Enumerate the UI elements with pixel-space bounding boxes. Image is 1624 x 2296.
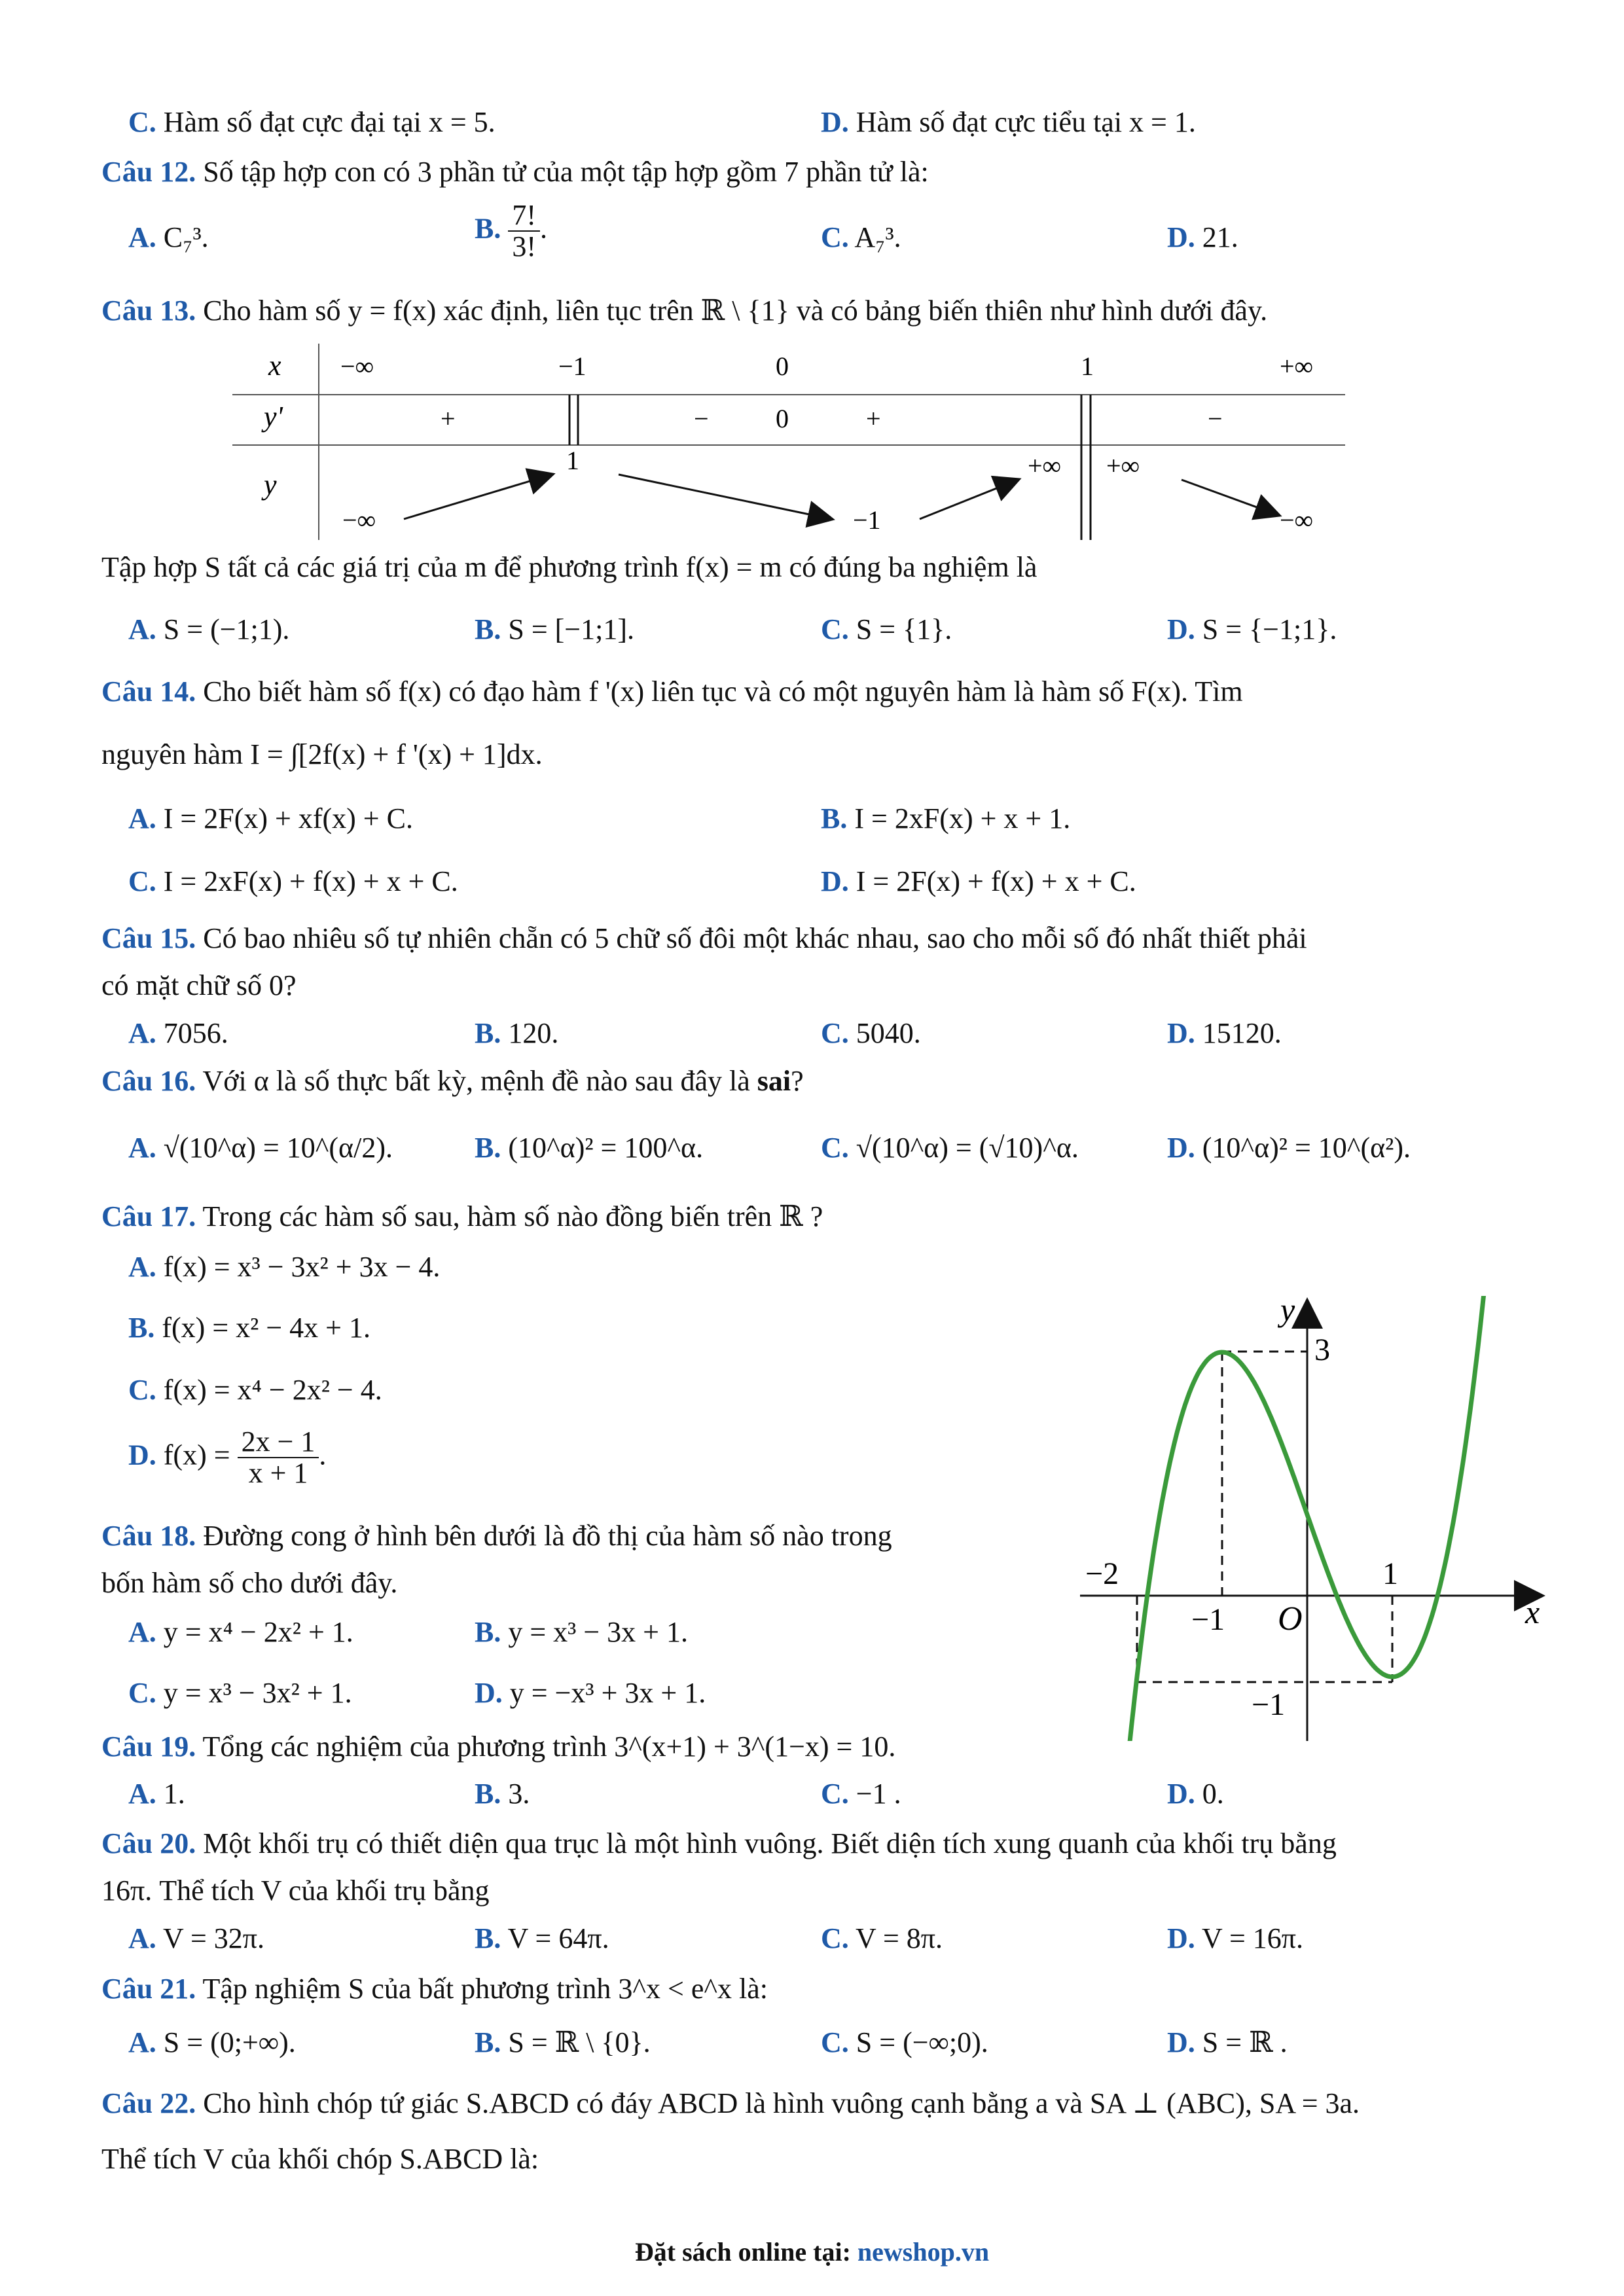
q16-option-d[interactable]: D. (10^α)² = 10^(α²). [1167, 1132, 1411, 1164]
q16-option-b[interactable]: B. (10^α)² = 100^α. [475, 1132, 704, 1164]
q13-option-a[interactable]: A. S = (−1;1). [128, 613, 290, 645]
footer: Đặt sách online tại: newshop.vn [634, 2237, 990, 2267]
q22-stem-line2: Thể tích V của khối chóp S.ABCD là: [101, 2143, 539, 2175]
q15-option-a[interactable]: A. 7056. [128, 1017, 228, 1049]
q12-option-d[interactable]: D. 21. [1167, 221, 1238, 253]
q18-option-c[interactable]: C. y = x³ − 3x² + 1. [128, 1677, 352, 1709]
x-axis-label: x [1525, 1594, 1540, 1630]
table-dy-plus1: + [441, 404, 456, 433]
q17-option-a[interactable]: A. f(x) = x³ − 3x² + 3x − 4. [128, 1251, 441, 1283]
q22-stem-line1: Câu 22. Cho hình chóp tứ giác S.ABCD có đáy ABCD là hình vuông cạnh bằng a và SA ⊥ (ABC), SA = 3a. [101, 2087, 1360, 2119]
q21-option-d[interactable]: D. S = ℝ . [1167, 2026, 1288, 2058]
q15-option-c[interactable]: C. 5040. [821, 1017, 921, 1049]
q18-stem-line2: bốn hàm số cho dưới đây. [101, 1567, 398, 1599]
q16-option-c[interactable]: C. √(10^α) = (√10)^α. [821, 1132, 1079, 1164]
q20-option-a[interactable]: A. V = 32π. [128, 1922, 265, 1954]
y-axis-label: y [1280, 1291, 1295, 1328]
q12-option-c[interactable]: C. A₇³. [821, 221, 901, 253]
q20-stem-line1: Câu 20. Một khối trụ có thiết diện qua trục là một hình vuông. Biết diện tích xung quanh của khối trụ bằng [101, 1827, 1337, 1859]
q20-stem-line2: 16π. Thể tích V của khối trụ bằng [101, 1874, 490, 1907]
q13-option-d[interactable]: D. S = {−1;1}. [1167, 613, 1337, 645]
table-y-neg-inf-right: −∞ [1280, 505, 1314, 535]
label-x-m2: −2 [1085, 1556, 1119, 1591]
table-y-max1: 1 [566, 446, 579, 475]
fraction: $\frac{7!}{3!}$ [508, 200, 540, 262]
table-dy-plus2: + [866, 404, 881, 433]
q19-option-b[interactable]: B. 3. [475, 1778, 530, 1810]
q15-option-d[interactable]: D. 15120. [1167, 1017, 1282, 1049]
q13-option-b[interactable]: B. S = [−1;1]. [475, 613, 634, 645]
table-y-pos-inf-right: +∞ [1106, 451, 1140, 480]
variation-table [232, 344, 1345, 540]
q17-option-d[interactable]: D. f(x) = $\frac{2x - 1}{x + 1}$ . [128, 1426, 327, 1490]
table-y-pos-inf-left: +∞ [1028, 451, 1062, 480]
table-x-1: 1 [1081, 351, 1094, 381]
q11-option-c[interactable]: C. Hàm số đạt cực đại tại x = 5. [128, 106, 496, 138]
q13-stem: Câu 13. Cho hàm số y = f(x) xác định, liên tục trên ℝ \ {1} và có bảng biến thiên như hình dưới đây. [101, 295, 1268, 327]
cubic-curve [1120, 1289, 1503, 1748]
q21-stem: Câu 21. Tập nghiệm S của bất phương trình 3^x < e^x là: [101, 1973, 768, 2005]
table-dy-label: y' [264, 401, 283, 433]
table-x-label: x [268, 350, 281, 382]
q16-stem: Câu 16. Với α là số thực bất kỳ, mệnh đề nào sau đây là sai? [101, 1065, 804, 1097]
q18-option-a[interactable]: A. y = x⁴ − 2x² + 1. [128, 1616, 353, 1648]
table-x-m1: −1 [558, 351, 586, 381]
q19-option-a[interactable]: A. 1. [128, 1778, 185, 1810]
q14-stem-line1: Câu 14. Cho biết hàm số f(x) có đạo hàm f '(x) liên tục và có một nguyên hàm là hàm số F(x). Tìm [101, 675, 1243, 708]
table-y-min-m1: −1 [853, 505, 881, 535]
q21-option-a[interactable]: A. S = (0;+∞). [128, 2026, 296, 2058]
q17-stem: Câu 17. Trong các hàm số sau, hàm số nào đồng biến trên ℝ ? [101, 1200, 823, 1232]
label-y-3: 3 [1314, 1333, 1330, 1367]
q18-stem-line1: Câu 18. Đường cong ở hình bên dưới là đồ thị của hàm số nào trong [101, 1520, 892, 1552]
q15-stem-line1: Câu 15. Có bao nhiêu số tự nhiên chẵn có 5 chữ số đôi một khác nhau, sao cho mỗi số đó nhất thiết phải [101, 922, 1307, 954]
table-dy-zero: 0 [776, 404, 789, 433]
q21-option-c[interactable]: C. S = (−∞;0). [821, 2026, 988, 2058]
q20-option-d[interactable]: D. V = 16π. [1167, 1922, 1304, 1954]
q19-stem: Câu 19. Tổng các nghiệm của phương trình 3^(x+1) + 3^(1−x) = 10. [101, 1731, 896, 1763]
table-x-pos-inf: +∞ [1280, 351, 1314, 381]
q14-stem-line2: nguyên hàm I = ∫[2f(x) + f '(x) + 1]dx. [101, 738, 543, 770]
q18-option-b[interactable]: B. y = x³ − 3x + 1. [475, 1616, 688, 1648]
q21-option-b[interactable]: B. S = ℝ \ {0}. [475, 2026, 651, 2058]
label-y-m1: −1 [1252, 1687, 1286, 1722]
table-x-neg-inf: −∞ [340, 351, 374, 381]
q16-option-a[interactable]: A. √(10^α) = 10^(α/2). [128, 1132, 393, 1164]
q13-option-c[interactable]: C. S = {1}. [821, 613, 952, 645]
q11-option-d[interactable]: D. Hàm số đạt cực tiểu tại x = 1. [821, 106, 1196, 138]
table-dy-minus2: − [1208, 404, 1223, 433]
origin-label: O [1278, 1600, 1303, 1638]
q12-stem: Câu 12. Số tập hợp con có 3 phần tử của một tập hợp gồm 7 phần tử là: [101, 156, 929, 188]
table-y-label: y [264, 469, 277, 501]
label-x-m1: −1 [1191, 1602, 1225, 1637]
q17-option-b[interactable]: B. f(x) = x² − 4x + 1. [128, 1312, 370, 1344]
table-y-neg-inf-left: −∞ [342, 505, 376, 535]
table-x-0: 0 [776, 351, 789, 381]
table-dy-minus1: − [694, 404, 709, 433]
fraction: $\frac{2x - 1}{x + 1}$ [238, 1427, 319, 1488]
q14-option-c[interactable]: C. I = 2xF(x) + f(x) + x + C. [128, 865, 458, 897]
q12-option-a[interactable]: A. C₇³. [128, 221, 209, 253]
q19-option-d[interactable]: D. 0. [1167, 1778, 1224, 1810]
label-x-1: 1 [1382, 1556, 1398, 1591]
q15-stem-line2: có mặt chữ số 0? [101, 969, 297, 1001]
q15-option-b[interactable]: B. 120. [475, 1017, 559, 1049]
q20-option-c[interactable]: C. V = 8π. [821, 1922, 943, 1954]
q13-prompt: Tập hợp S tất cả các giá trị của m để phương trình f(x) = m có đúng ba nghiệm là [101, 551, 1038, 583]
q17-option-c[interactable]: C. f(x) = x⁴ − 2x² − 4. [128, 1374, 382, 1406]
q14-option-d[interactable]: D. I = 2F(x) + f(x) + x + C. [821, 865, 1136, 897]
footer-link[interactable]: newshop.vn [857, 2237, 990, 2267]
q18-option-d[interactable]: D. y = −x³ + 3x + 1. [475, 1677, 706, 1709]
q20-option-b[interactable]: B. V = 64π. [475, 1922, 609, 1954]
q12-option-b[interactable]: B. $\frac{7!}{3!}$ . [475, 199, 548, 263]
q14-option-b[interactable]: B. I = 2xF(x) + x + 1. [821, 802, 1071, 834]
q19-option-c[interactable]: C. −1 . [821, 1778, 901, 1810]
q18-graph [1074, 1289, 1571, 1748]
q14-option-a[interactable]: A. I = 2F(x) + xf(x) + C. [128, 802, 413, 834]
